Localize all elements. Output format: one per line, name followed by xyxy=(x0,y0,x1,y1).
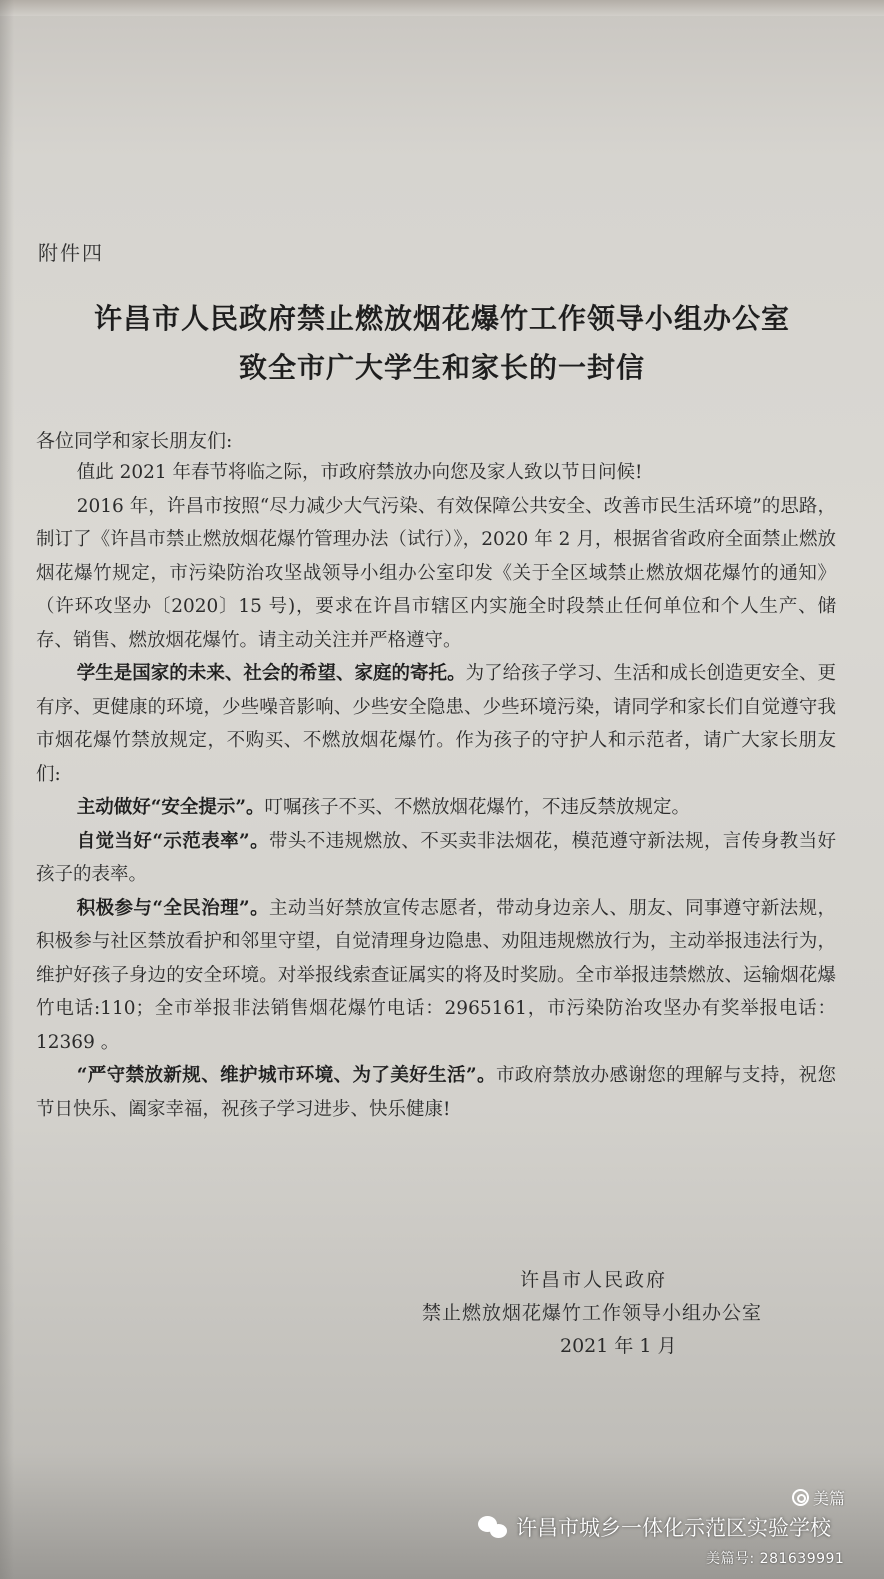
paragraph-regulation: 2016 年，许昌市按照“尽力减少大气污染、有效保障公共安全、改善市民生活环境”的思路，制订了《许昌市禁止燃放烟花爆竹管理办法（试行）》，2020 年 2 月，根据省省政府全面禁止燃放烟花爆竹规定，市污染防治攻坚战领导小组办公室印发《关于全区域禁止燃放烟花爆竹的通知》（许环攻坚办〔2020〕15 号)，要求在许昌市辖区内实施全时段禁止任何单位和个人生产、储存、销售、燃放烟花爆竹。请主动关注并严格遵守。 xyxy=(36,495,836,651)
letter-body xyxy=(36,456,836,1126)
paragraph-closing-lead: “严守禁放新规、维护城市环境、为了美好生活”。 xyxy=(76,1065,496,1086)
wechat-bubble-small xyxy=(490,1524,507,1538)
paragraph-role-model xyxy=(36,825,836,892)
paragraph-participation xyxy=(36,892,836,1060)
paragraph-participation-text: 主动当好禁放宣传志愿者，带动身边亲人、朋友、同事遵守新法规，积极参与社区禁放看护和邻里守望，自觉清理身边隐患、劝阻违规燃放行为，主动举报违法行为，维护好孩子身边的安全环境。对举报线索查证属实的将及时奖励。全市举报违禁燃放、运输烟花爆竹电话:110；全市举报非法销售烟花爆竹电话：2965161，市污染防治攻坚办有奖举报电话：12369 。 xyxy=(36,897,836,1053)
meipian-logo-icon xyxy=(792,1489,809,1506)
paragraph-greeting: 值此 2021 年春节将临之际，市政府禁放办向您及家人致以节日问候! xyxy=(76,462,643,483)
meipian-account-id: 美篇号: 281639991 xyxy=(706,1551,845,1567)
wechat-icon xyxy=(478,1514,508,1540)
attachment-label: 附件四 xyxy=(38,241,104,265)
paragraph-students-text: 为了给孩子学习、生活和成长创造更安全、更有序、更健康的环境，少些噪音影响、少些安全隐患、少些环境污染，请同学和家长们自觉遵守我市烟花爆竹禁放规定，不购买、不燃放烟花爆竹。作为孩子的守护人和示范者，请广大家长朋友们: xyxy=(36,663,836,785)
paragraph-students-lead: 学生是国家的未来、社会的希望、家庭的寄托。 xyxy=(76,663,466,684)
paragraph-safety-tips xyxy=(36,791,836,825)
school-watermark xyxy=(478,1512,831,1542)
school-name: 许昌市城乡一体化示范区实验学校 xyxy=(516,1516,831,1540)
signature-office: 禁止燃放烟花爆竹工作领导小组办公室 xyxy=(422,1302,763,1324)
paper-fold xyxy=(0,0,884,16)
paragraph-closing xyxy=(36,1059,836,1126)
paragraph-role-model-lead: 自觉当好“示范表率”。 xyxy=(76,830,270,852)
signature-date: 2021 年 1 月 xyxy=(560,1335,677,1357)
paper-shadow xyxy=(0,0,14,1579)
paragraph-students xyxy=(36,657,836,791)
letter-title-line1: 许昌市人民政府禁止燃放烟花爆竹工作领导小组办公室 xyxy=(93,302,790,335)
paragraph-closing-text: 市政府禁放办感谢您的理解与支持，祝您节日快乐、阖家幸福，祝孩子学习进步、快乐健康! xyxy=(36,1065,836,1120)
meipian-watermark xyxy=(792,1486,845,1509)
signature-government: 许昌市人民政府 xyxy=(520,1269,668,1291)
letter-title-line2: 致全市广大学生和家长的一封信 xyxy=(238,351,645,384)
salutation: 各位同学和家长朋友们: xyxy=(36,430,233,452)
paragraph-safety-tips-lead: 主动做好“安全提示”。 xyxy=(76,797,265,818)
paragraph-safety-tips-text: 叮嘱孩子不买、不燃放烟花爆竹，不违反禁放规定。 xyxy=(264,797,690,818)
paragraph-participation-lead: 积极参与“全民治理”。 xyxy=(76,897,270,919)
meipian-brand-text: 美篇 xyxy=(813,1489,846,1508)
paragraph-role-model-text: 带头不违规燃放、不买卖非法烟花，模范遵守新法规，言传身教当好孩子的表率。 xyxy=(36,830,836,885)
